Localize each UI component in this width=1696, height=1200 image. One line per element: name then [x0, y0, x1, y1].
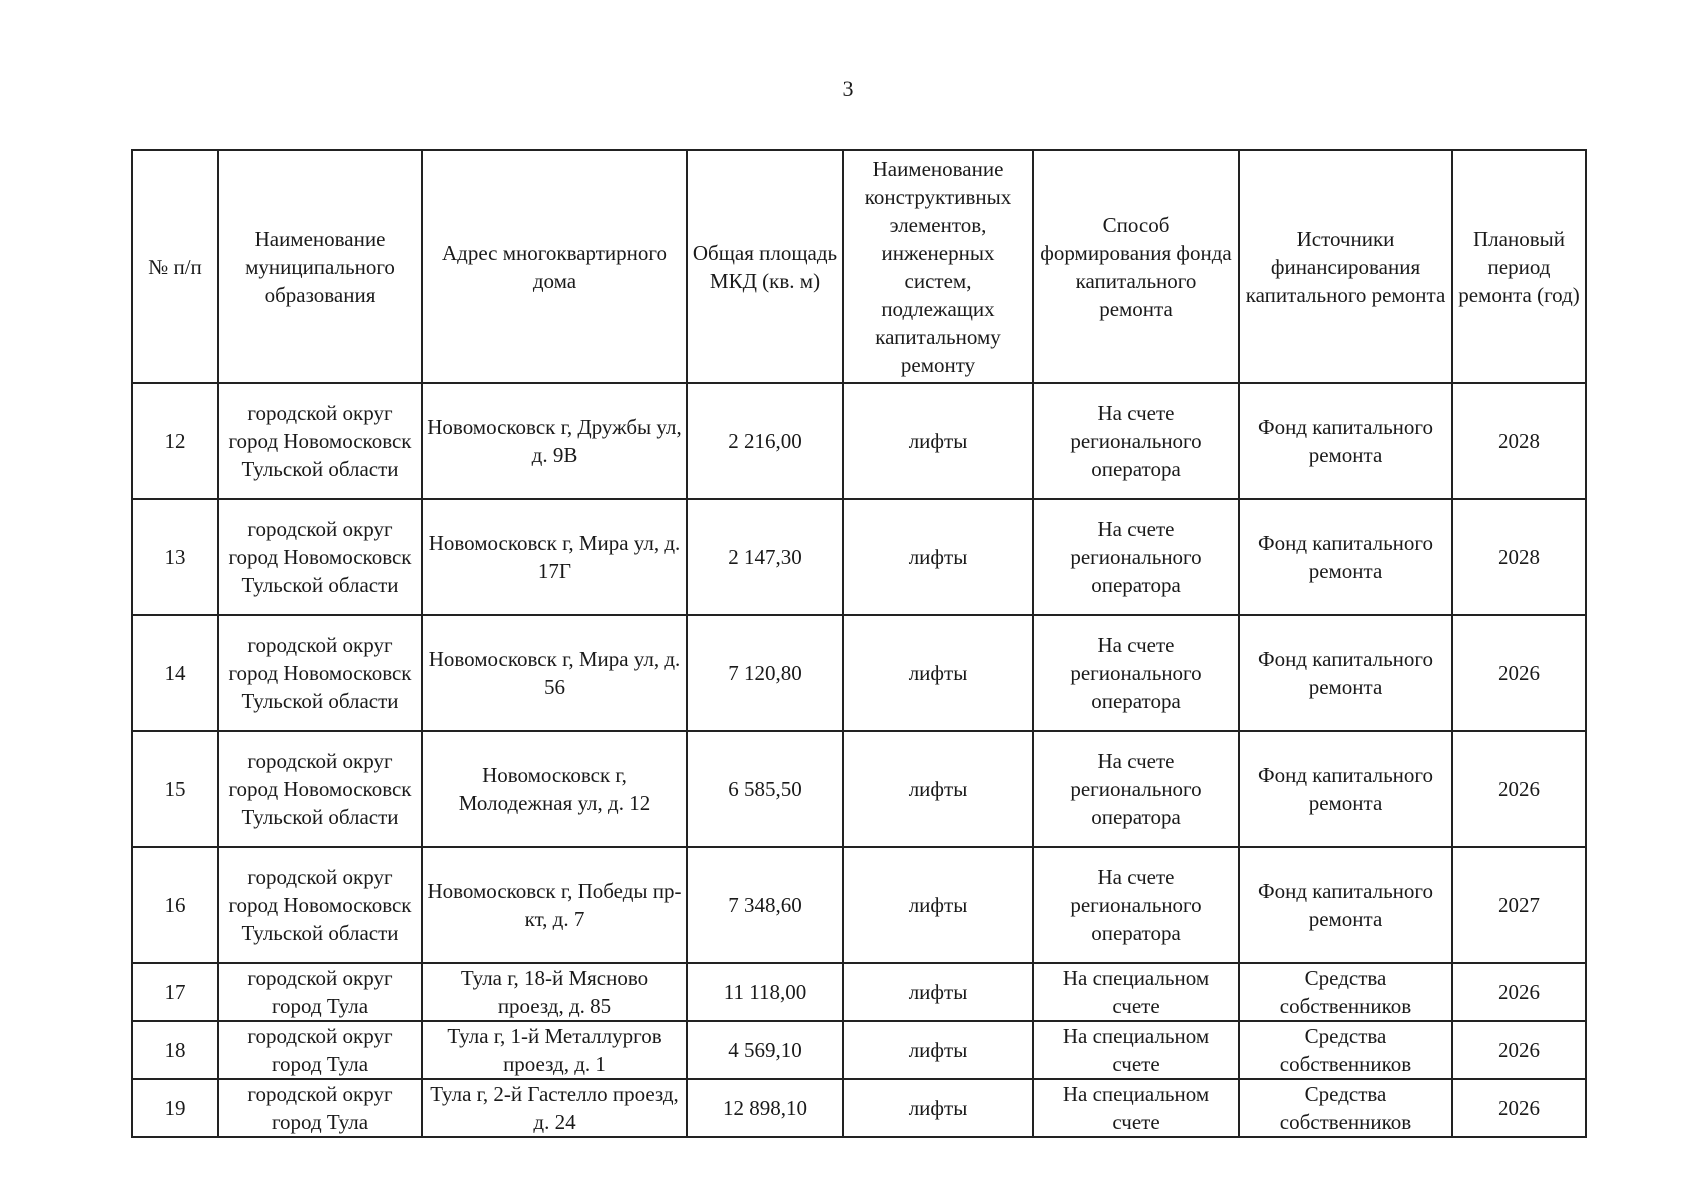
cell-area: 6 585,50: [687, 731, 843, 847]
table-row: [132, 847, 1586, 963]
cell-area: 4 569,10: [687, 1021, 843, 1079]
header-area: Общая площадь МКД (кв. м): [687, 150, 843, 383]
cell-municipality: городской округ город Новомосковск Тульской области: [218, 499, 422, 615]
cell-fund-method: На счете регионального оператора: [1033, 731, 1239, 847]
cell-period: 2026: [1452, 1079, 1586, 1137]
cell-financing: Фонд капитального ремонта: [1239, 847, 1452, 963]
cell-elements: лифты: [843, 847, 1033, 963]
table-row: [132, 615, 1586, 731]
repair-register-table: [131, 149, 1587, 1138]
cell-elements: лифты: [843, 731, 1033, 847]
table-row: [132, 731, 1586, 847]
cell-address: Новомосковск г, Молодежная ул, д. 12: [422, 731, 687, 847]
cell-municipality: городской округ город Тула: [218, 1021, 422, 1079]
header-financing: Источники финансирования капитального ремонта: [1239, 150, 1452, 383]
cell-period: 2026: [1452, 731, 1586, 847]
cell-area: 2 147,30: [687, 499, 843, 615]
cell-municipality: городской округ город Тула: [218, 963, 422, 1021]
cell-municipality: городской округ город Новомосковск Тульской области: [218, 847, 422, 963]
table-row: [132, 1079, 1586, 1137]
cell-area: 11 118,00: [687, 963, 843, 1021]
cell-num: 17: [132, 963, 218, 1021]
table-body: [132, 383, 1586, 1137]
cell-address: Новомосковск г, Мира ул, д. 17Г: [422, 499, 687, 615]
cell-municipality: городской округ город Новомосковск Тульской области: [218, 731, 422, 847]
cell-fund-method: На счете регионального оператора: [1033, 847, 1239, 963]
cell-elements: лифты: [843, 615, 1033, 731]
cell-num: 16: [132, 847, 218, 963]
cell-num: 12: [132, 383, 218, 499]
cell-fund-method: На счете регионального оператора: [1033, 615, 1239, 731]
cell-fund-method: На счете регионального оператора: [1033, 383, 1239, 499]
cell-elements: лифты: [843, 1079, 1033, 1137]
cell-address: Новомосковск г, Победы пр-кт, д. 7: [422, 847, 687, 963]
cell-address: Новомосковск г, Дружбы ул, д. 9В: [422, 383, 687, 499]
cell-num: 15: [132, 731, 218, 847]
cell-address: Тула г, 1-й Металлургов проезд, д. 1: [422, 1021, 687, 1079]
cell-period: 2026: [1452, 963, 1586, 1021]
table-row: [132, 499, 1586, 615]
cell-area: 2 216,00: [687, 383, 843, 499]
header-period: Плановый период ремонта (год): [1452, 150, 1586, 383]
header-municipality: Наименование муниципального образования: [218, 150, 422, 383]
header-address: Адрес многоквартирного дома: [422, 150, 687, 383]
cell-municipality: городской округ город Новомосковск Тульской области: [218, 615, 422, 731]
cell-period: 2026: [1452, 615, 1586, 731]
cell-financing: Средства собственников: [1239, 1079, 1452, 1137]
cell-municipality: городской округ город Новомосковск Тульской области: [218, 383, 422, 499]
cell-fund-method: На специальном счете: [1033, 1079, 1239, 1137]
cell-fund-method: На специальном счете: [1033, 963, 1239, 1021]
cell-num: 13: [132, 499, 218, 615]
cell-area: 7 348,60: [687, 847, 843, 963]
cell-elements: лифты: [843, 499, 1033, 615]
cell-period: 2028: [1452, 499, 1586, 615]
cell-financing: Фонд капитального ремонта: [1239, 615, 1452, 731]
cell-num: 14: [132, 615, 218, 731]
cell-financing: Фонд капитального ремонта: [1239, 499, 1452, 615]
cell-fund-method: На специальном счете: [1033, 1021, 1239, 1079]
cell-period: 2028: [1452, 383, 1586, 499]
cell-financing: Средства собственников: [1239, 1021, 1452, 1079]
table-row: [132, 383, 1586, 499]
cell-period: 2026: [1452, 1021, 1586, 1079]
cell-address: Новомосковск г, Мира ул, д. 56: [422, 615, 687, 731]
cell-financing: Фонд капитального ремонта: [1239, 731, 1452, 847]
header-fund-method: Способ формирования фонда капитального ремонта: [1033, 150, 1239, 383]
header-row: [132, 150, 1586, 383]
cell-address: Тула г, 18-й Мясново проезд, д. 85: [422, 963, 687, 1021]
cell-elements: лифты: [843, 383, 1033, 499]
table-header: [132, 150, 1586, 383]
cell-num: 18: [132, 1021, 218, 1079]
page-number: 3: [842, 76, 854, 101]
header-num: № п/п: [132, 150, 218, 383]
cell-area: 7 120,80: [687, 615, 843, 731]
cell-financing: Средства собственников: [1239, 963, 1452, 1021]
cell-period: 2027: [1452, 847, 1586, 963]
cell-financing: Фонд капитального ремонта: [1239, 383, 1452, 499]
cell-address: Тула г, 2-й Гастелло проезд, д. 24: [422, 1079, 687, 1137]
cell-elements: лифты: [843, 963, 1033, 1021]
table-row: [132, 1021, 1586, 1079]
cell-municipality: городской округ город Тула: [218, 1079, 422, 1137]
cell-fund-method: На счете регионального оператора: [1033, 499, 1239, 615]
cell-num: 19: [132, 1079, 218, 1137]
cell-elements: лифты: [843, 1021, 1033, 1079]
header-elements: Наименование конструктивных элементов, инженерных систем, подлежащих капитальному ремонту: [843, 150, 1033, 383]
table-row: [132, 963, 1586, 1021]
cell-area: 12 898,10: [687, 1079, 843, 1137]
